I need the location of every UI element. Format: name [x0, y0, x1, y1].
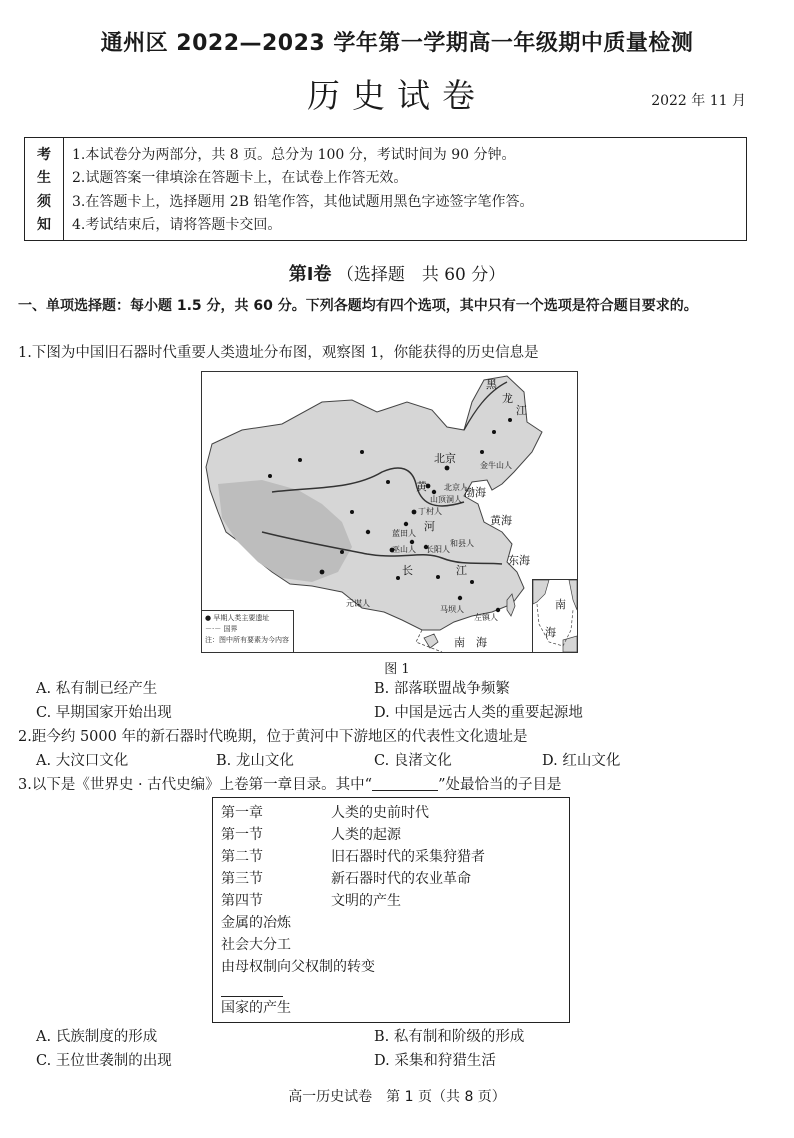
q2-option-d: D. 红山文化: [542, 753, 621, 769]
notice-label-char: 知: [37, 217, 51, 234]
map-label: 马坝人: [440, 605, 464, 614]
map-label: 黄: [416, 480, 427, 493]
toc-subitem: 社会大分工: [221, 937, 291, 953]
q3-option-a: A. 氏族制度的形成: [36, 1029, 158, 1045]
q3-option-d: D. 采集和狩猎生活: [374, 1053, 496, 1069]
q1-option-b: B. 部落联盟战争频繁: [374, 681, 510, 697]
notice-label-char: 生: [37, 170, 51, 187]
map-label: 江: [456, 564, 467, 577]
figure-caption: 图 1: [384, 662, 410, 677]
toc-title: 人类的史前时代: [331, 805, 429, 821]
exam-title: 通州区 2022—2023 学年第一学期高一年级期中质量检测: [100, 31, 694, 56]
toc-title: 新石器时代的农业革命: [331, 871, 471, 887]
exam-date: 2022 年 11 月: [651, 93, 746, 109]
q3-option-b: B. 私有制和阶级的形成: [374, 1029, 525, 1045]
map-label: 渤海: [464, 486, 486, 499]
china-paleolithic-sites-map: [201, 371, 578, 653]
map-label: 左镇人: [474, 613, 498, 622]
map-label: 元谋人: [346, 599, 370, 608]
question-1-stem: 1.下图为中国旧石器时代重要人类遗址分布图，观察图 1，你能获得的历史信息是: [18, 345, 539, 361]
toc-row: [221, 802, 561, 824]
legend-item: ● 早期人类主要遗址: [205, 614, 270, 622]
section-subtitle: （选择题 共 60 分）: [336, 265, 506, 285]
map-label: 金牛山人: [480, 461, 512, 470]
map-label: 和县人: [450, 539, 474, 548]
notice-item: 2.试题答案一律填涂在答题卡上，在试卷上作答无效。: [72, 170, 408, 187]
notice-item: 1.本试卷分为两部分，共 8 页。总分为 100 分，考试时间为 90 分钟。: [72, 146, 516, 163]
map-label: 东海: [508, 554, 530, 567]
toc-chapter: 第四节: [221, 893, 263, 909]
notice-item: 3.在答题卡上，选择题用 2B 铅笔作答，其他试题用黑色字迹签字笔作答。: [72, 193, 534, 210]
toc-subitem: 金属的冶炼: [221, 915, 291, 931]
q1-option-c: C. 早期国家开始出现: [36, 705, 172, 721]
q3-option-c: C. 王位世袭制的出现: [36, 1053, 172, 1069]
map-label: 江: [516, 404, 527, 417]
map-label: 巫山人: [392, 545, 416, 554]
toc-title: 旧石器时代的采集狩猎者: [331, 849, 485, 865]
map-label: 河: [424, 520, 435, 533]
map-label: 南 海: [454, 636, 487, 649]
map-label: 蓝田人: [392, 529, 416, 538]
toc-row: [221, 824, 561, 846]
notice-items: [64, 138, 746, 240]
map-label: 长: [402, 564, 413, 577]
notice-label: [25, 138, 64, 240]
toc-row: [221, 868, 561, 890]
q2-option-b: B. 龙山文化: [216, 753, 294, 769]
toc-title: 文明的产生: [331, 893, 401, 909]
map-label: 南: [555, 598, 566, 611]
q1-option-a: A. 私有制已经产生: [36, 681, 158, 697]
map-legend: [202, 610, 294, 652]
page-footer: 高一历史试卷 第 1 页（共 8 页）: [288, 1089, 506, 1105]
legend-item: －·－ 国界: [205, 625, 238, 633]
hainan-island: [424, 634, 438, 648]
toc-subitem: 国家的产生: [221, 1000, 291, 1016]
map-label: 黄海: [490, 514, 512, 527]
q2-option-a: A. 大汶口文化: [36, 753, 129, 769]
notice-label-char: 考: [37, 146, 51, 163]
q3-stem-before: 3.以下是《世界史 · 古代史编》上卷第一章目录。其中“: [18, 777, 373, 793]
candidate-notice-box: [24, 137, 747, 241]
south-china-sea-inset: [532, 579, 577, 652]
section-instruction: 一、单项选择题：每小题 1.5 分，共 60 分。下列各题均有四个选项，其中只有一个选项是符合题目要求的。: [18, 298, 698, 314]
toc-chapter: 第三节: [221, 871, 263, 887]
toc-title: 人类的起源: [331, 827, 401, 843]
map-label: 丁村人: [418, 507, 442, 516]
legend-item: 注：图中所有要素为今内容: [205, 636, 289, 644]
toc-row: [221, 846, 561, 868]
notice-label-char: 须: [37, 193, 51, 210]
toc-chapter: 第一节: [221, 827, 263, 843]
notice-item: 4.考试结束后，请将答题卡交回。: [72, 217, 282, 234]
toc-chapter: 第一章: [221, 805, 263, 821]
map-label: 海: [545, 626, 556, 639]
map-label: 北京人: [444, 483, 468, 492]
q3-answer-blank: [372, 776, 438, 791]
section-heading: [0, 260, 794, 286]
inset-graphic: [533, 580, 577, 652]
q1-option-d: D. 中国是远古人类的重要起源地: [374, 705, 583, 721]
exam-subtitle: 历史试卷: [307, 76, 487, 115]
map-label: 龙: [502, 392, 513, 405]
q3-stem-after: ”处最恰当的子目是: [438, 777, 562, 793]
toc-row: [221, 890, 561, 912]
toc-chapter: 第二节: [221, 849, 263, 865]
map-label: 北京: [434, 452, 456, 465]
map-label: 长阳人: [426, 545, 450, 554]
section-title: 第Ⅰ卷: [288, 264, 332, 285]
table-of-contents-box: [212, 797, 570, 1023]
toc-subitem: 由母权制向父权制的转变: [221, 959, 375, 975]
q2-option-c: C. 良渚文化: [374, 753, 452, 769]
map-label: 黑: [486, 378, 497, 391]
map-label: 山顶洞人: [430, 495, 462, 504]
toc-blank-line: [221, 980, 283, 997]
question-2-stem: 2.距今约 5000 年的新石器时代晚期，位于黄河中下游地区的代表性文化遗址是: [18, 729, 528, 745]
question-3-stem: [18, 775, 562, 795]
